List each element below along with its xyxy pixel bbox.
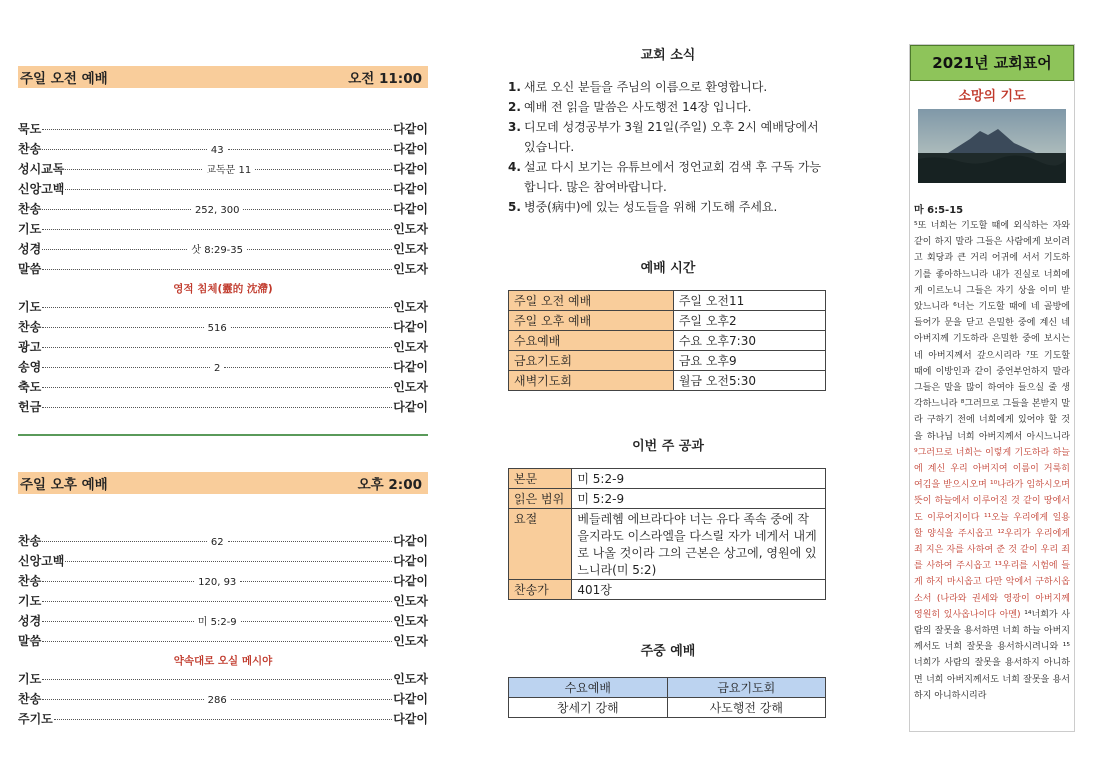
- midweek-value-wed: 창세기 강해: [509, 698, 668, 718]
- mountain-image: [918, 109, 1066, 183]
- leader-dots: [42, 621, 194, 622]
- order-item-label: 기도: [18, 672, 42, 686]
- news-item-number: 5.: [508, 200, 521, 214]
- order-item-label: 찬송: [18, 320, 42, 334]
- midweek-header-wed: 수요예배: [509, 678, 668, 698]
- leader-dots: [65, 169, 202, 170]
- morning-service: [18, 66, 428, 418]
- order-row: [18, 180, 428, 200]
- table-key: 찬송가: [509, 580, 572, 600]
- order-row: [18, 552, 428, 572]
- order-item-label: 송영: [18, 360, 42, 374]
- leader-dots: [240, 581, 392, 582]
- leader-dots: [42, 129, 392, 130]
- leader-dots: [243, 209, 392, 210]
- table-value: 미 5:2-9: [572, 489, 826, 509]
- order-row: [18, 532, 428, 552]
- order-item-leader: 인도자: [393, 594, 428, 608]
- table-value: 베들레헴 에브라다야 너는 유다 족속 중에 작을지라도 이스라엘을 다스릴 자가 네게서 내게로 나올 것이라 그의 근본은 상고에, 영원에 있느니라(미 5:2): [572, 509, 826, 580]
- order-item-leader: 인도자: [393, 262, 428, 276]
- order-item-leader: 다같이: [393, 320, 428, 334]
- leader-dots: [255, 169, 392, 170]
- leader-dots: [42, 541, 207, 542]
- table-key: 읽은 범위: [509, 489, 572, 509]
- order-item-leader: 다같이: [393, 182, 428, 196]
- order-item-leader: 인도자: [393, 380, 428, 394]
- leader-dots: [42, 249, 187, 250]
- order-item-leader: 다같이: [393, 142, 429, 156]
- order-item-leader: 인도자: [393, 672, 428, 686]
- order-item-leader: 다같이: [393, 554, 428, 568]
- afternoon-service-time: 오후 2:00: [357, 477, 422, 493]
- leader-dots: [241, 621, 393, 622]
- order-item-label: 찬송: [18, 692, 42, 706]
- leader-dots: [42, 641, 392, 642]
- order-item-detail: 252, 300: [194, 205, 240, 216]
- order-row: [18, 710, 428, 730]
- table-row: [509, 351, 826, 371]
- table-key: 주일 오후 예배: [509, 311, 674, 331]
- order-row: [18, 632, 428, 652]
- order-row: [18, 240, 428, 260]
- order-item-leader: 인도자: [393, 242, 429, 256]
- leader-dots: [42, 581, 194, 582]
- leader-dots: [42, 327, 203, 328]
- table-value: 수요 오후7:30: [673, 331, 825, 351]
- table-value: 401장: [572, 580, 826, 600]
- order-row: [18, 612, 428, 632]
- order-row: [18, 690, 428, 710]
- leader-dots: [42, 347, 392, 348]
- leader-dots: [42, 367, 210, 368]
- order-item-leader: 다같이: [393, 712, 428, 726]
- news-item-text: 병중(病中)에 있는 성도들을 위해 기도해 주세요.: [524, 200, 778, 214]
- leader-dots: [54, 719, 392, 720]
- leader-dots: [228, 541, 393, 542]
- order-item-label: 축도: [18, 380, 42, 394]
- order-item-label: 주기도: [18, 712, 53, 726]
- order-item-leader: 다같이: [393, 692, 428, 706]
- table-key: 새벽기도회: [509, 371, 674, 391]
- news-item: [508, 197, 828, 217]
- leader-dots: [231, 327, 392, 328]
- midweek-table: [508, 677, 826, 718]
- order-item-label: 기도: [18, 300, 42, 314]
- order-row: [18, 398, 428, 418]
- order-item-label: 성경: [18, 242, 42, 256]
- leader-dots: [42, 679, 392, 680]
- order-row: [18, 160, 428, 180]
- order-item-detail: 교독문 11: [206, 165, 252, 176]
- leader-dots: [42, 149, 207, 150]
- leader-dots: [65, 189, 392, 190]
- order-item-leader: 다같이: [393, 574, 429, 588]
- order-item-detail: 2: [214, 363, 221, 374]
- order-item-label: 성시교독: [18, 162, 65, 176]
- news-item: [508, 117, 828, 157]
- order-item-detail: 43: [210, 145, 224, 156]
- table-key: 요절: [509, 509, 572, 580]
- news-item: [508, 97, 828, 117]
- leader-dots: [231, 699, 392, 700]
- order-item-detail: 120, 93: [198, 577, 237, 588]
- leader-dots: [42, 307, 392, 308]
- leader-dots: [228, 149, 393, 150]
- news-item-number: 2.: [508, 100, 521, 114]
- order-item-leader: 인도자: [393, 340, 428, 354]
- midweek-title: 주중 예배: [640, 644, 696, 659]
- sidebar: [909, 44, 1075, 732]
- order-item-leader: 인도자: [393, 300, 428, 314]
- leader-dots: [42, 699, 203, 700]
- news-title: 교회 소식: [640, 48, 696, 63]
- lesson-table: [508, 468, 826, 600]
- motto-banner: 2021년 교회표어: [910, 45, 1074, 81]
- leader-dots: [65, 561, 392, 562]
- order-item-label: 찬송: [18, 142, 42, 156]
- order-item-leader: 다같이: [393, 202, 428, 216]
- scripture-tail: ¹⁴너희가 사람의 잘못을 용서하면 너희 하늘 아버지께서도 너희 잘못을 용서하시려니와 ¹⁵너희가 사람의 잘못을 용서하지 아니하면 너희 아버지께서도 너희 잘못을 용서하지 아니하시리라: [914, 609, 1070, 701]
- order-item-label: 말씀: [18, 262, 42, 276]
- table-value: 미 5:2-9: [572, 469, 826, 489]
- morning-service-header: [18, 66, 428, 88]
- afternoon-service: [18, 472, 428, 730]
- morning-sermon-title: 영적 침체(靈的 沈滯): [173, 283, 273, 295]
- order-item-leader: 인도자: [393, 222, 428, 236]
- order-row: [18, 200, 428, 220]
- order-row: [18, 140, 428, 160]
- scripture-reference: 마 6:5-15: [914, 205, 964, 216]
- news-item: [508, 77, 828, 97]
- order-item-leader: 인도자: [393, 634, 428, 648]
- order-item-label: 찬송: [18, 202, 42, 216]
- order-item-label: 기도: [18, 222, 42, 236]
- table-key: 주일 오전 예배: [509, 291, 674, 311]
- scripture-black: ⁵또 너희는 기도할 때에 외식하는 자와 같이 하지 말라 그들은 사람에게 보이려고 회당과 큰 거리 어귀에 서서 기도하기를 좋아하느니라 내가 진실로 너희에게 이르노니 그들은 자기 상을 이미 받았느니라 ⁶너는 기도할 때에 네 골방에 들어가 문을 닫고 은밀한 중에 계신 네 아버지께 기도하라 은밀한 중에 보시는 네 아버지께서 갚으시리라 ⁷또 기도할 때에 이방인과 같이 중언부언하지 말라 그들은 말을 많이 하여야 들으실 줄 생각하느니라 ⁸그러므로 그들을 본받지 말라 구하기 전에 너희에게 있어야 할 것을 하나님 너희 아버지께서 아시느니라: [914, 221, 1070, 442]
- prayer-title: 소망의 기도: [958, 89, 1026, 104]
- order-item-detail: 삿 8:29-35: [191, 245, 244, 256]
- order-row: [18, 318, 428, 338]
- order-row: [18, 378, 428, 398]
- table-row: [509, 371, 826, 391]
- order-row: [18, 572, 428, 592]
- order-row: [18, 338, 428, 358]
- section-divider: [18, 434, 428, 436]
- table-value: 주일 오후2: [673, 311, 825, 331]
- order-item-label: 말씀: [18, 634, 42, 648]
- news-item: [508, 157, 828, 197]
- order-item-label: 신앙고백: [18, 554, 65, 568]
- table-key: 수요예배: [509, 331, 674, 351]
- order-item-label: 광고: [18, 340, 42, 354]
- table-row: [509, 580, 826, 600]
- order-item-leader: 인도자: [393, 614, 428, 628]
- center-column: [508, 44, 828, 718]
- order-item-leader: 다같이: [393, 534, 429, 548]
- afternoon-service-header: [18, 472, 428, 494]
- table-value: 금요 오후9: [673, 351, 825, 371]
- order-item-label: 찬송: [18, 574, 42, 588]
- order-item-leader: 다같이: [393, 162, 429, 176]
- table-row: [509, 469, 826, 489]
- morning-service-title: 주일 오전 예배: [20, 71, 108, 87]
- table-row: [509, 331, 826, 351]
- order-item-detail: 286: [207, 695, 227, 706]
- news-list: [508, 77, 828, 217]
- table-key: 본문: [509, 469, 572, 489]
- order-item-leader: 다같이: [393, 400, 428, 414]
- news-item-number: 4.: [508, 160, 521, 174]
- order-item-label: 성경: [18, 614, 42, 628]
- schedule-title: 예배 시간: [640, 261, 696, 276]
- scripture-text: [914, 218, 1070, 704]
- order-row: [18, 298, 428, 318]
- morning-service-time: 오전 11:00: [348, 71, 422, 87]
- order-item-label: 묵도: [18, 122, 42, 136]
- leader-dots: [247, 249, 392, 250]
- leader-dots: [224, 367, 392, 368]
- order-item-detail: 516: [207, 323, 227, 334]
- leader-dots: [42, 209, 191, 210]
- news-item-text: 예배 전 읽을 말씀은 사도행전 14장 입니다.: [524, 100, 752, 114]
- order-row: [18, 260, 428, 280]
- order-row: [18, 358, 428, 378]
- order-item-detail: 62: [210, 537, 224, 548]
- order-item-leader: 다같이: [393, 122, 428, 136]
- news-item-text: 새로 오신 분들을 주님의 이름으로 환영합니다.: [524, 80, 768, 94]
- order-row: [18, 670, 428, 690]
- table-value: 월금 오전5:30: [673, 371, 825, 391]
- afternoon-sermon-title: 약속대로 오실 메시야: [173, 655, 273, 667]
- leader-dots: [42, 601, 392, 602]
- leader-dots: [42, 229, 392, 230]
- table-key: 금요기도회: [509, 351, 674, 371]
- order-item-label: 찬송: [18, 534, 42, 548]
- news-item-text: 디모데 성경공부가 3월 21일(주일) 오후 2시 예배당에서 있습니다.: [524, 120, 819, 154]
- midweek-header-fri: 금요기도회: [667, 678, 826, 698]
- midweek-value-fri: 사도행전 강해: [667, 698, 826, 718]
- leader-dots: [42, 269, 392, 270]
- afternoon-service-title: 주일 오후 예배: [20, 477, 108, 493]
- news-item-number: 1.: [508, 80, 521, 94]
- table-row: [509, 291, 826, 311]
- table-row: [509, 489, 826, 509]
- table-value: 주일 오전11: [673, 291, 825, 311]
- table-row: [509, 311, 826, 331]
- scripture-red: ⁹그러므로 너희는 이렇게 기도하라 하늘에 계신 우리 아버지여 이름이 거룩히 여김을 받으시오며 ¹⁰나라가 임하시오며 뜻이 하늘에서 이루어진 것 같이 땅에서도 이루어지이다 ¹¹오늘 우리에게 일용할 양식을 주시옵고 ¹²우리가 우리에게 죄 지은 자를 사하여 준 것 같이 우리 죄를 사하여 주시옵고 ¹³우리를 시험에 들게 하지 마시옵고 다만 악에서 구하시옵소서 (나라와 권세와 영광이 아버지께 영원히 있사옵나이다 아멘): [914, 447, 1070, 620]
- news-item-number: 3.: [508, 120, 521, 134]
- table-row: [509, 509, 826, 580]
- order-item-label: 헌금: [18, 400, 42, 414]
- order-row: [18, 120, 428, 140]
- order-item-label: 기도: [18, 594, 42, 608]
- news-item-text: 설교 다시 보기는 유튜브에서 정언교회 검색 후 구독 가능합니다. 많은 참여바랍니다.: [524, 160, 822, 194]
- order-item-detail: 미 5:2-9: [197, 617, 237, 628]
- order-item-label: 신앙고백: [18, 182, 65, 196]
- schedule-table: [508, 290, 826, 391]
- leader-dots: [42, 387, 392, 388]
- leader-dots: [42, 407, 392, 408]
- lesson-title: 이번 주 공과: [632, 439, 704, 454]
- order-row: [18, 592, 428, 612]
- order-row: [18, 220, 428, 240]
- order-item-leader: 다같이: [393, 360, 428, 374]
